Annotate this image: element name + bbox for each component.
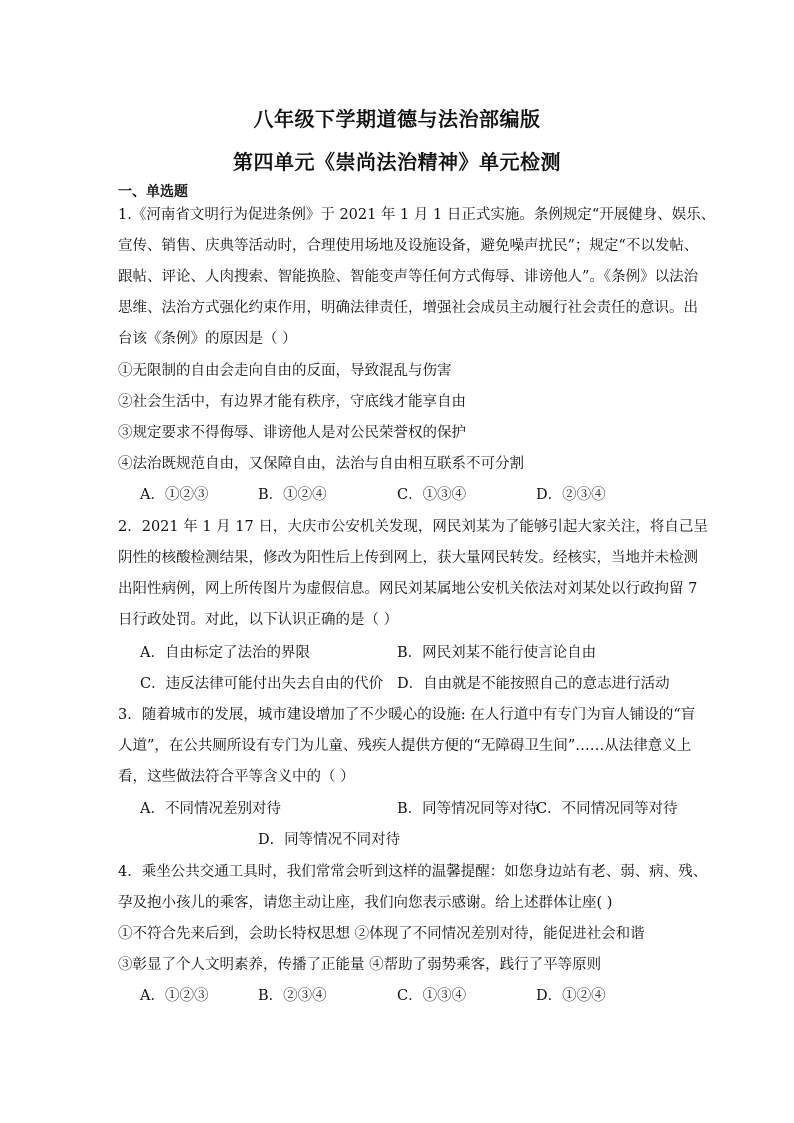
question-3-line: 3．随着城市的发展，城市建设增加了不少暖心的设施: 在人行道中有专门为盲人铺设的“盲 [118, 707, 696, 723]
question-4-option-c[interactable]: C．①③④ [397, 988, 467, 1004]
question-1-statement: ④法治既规范自由，又保障自由，法治与自由相互联系不可分割 [118, 456, 524, 472]
question-4-option-a[interactable]: A．①②③ [140, 988, 209, 1004]
question-3-option-d[interactable]: D．同等情况不同对待 [258, 832, 401, 848]
question-2-line: 出阳性病例，网上所传图片为虚假信息。网民刘某属地公安机关依法对刘某处以行政拘留 7 [118, 581, 698, 597]
question-4-line: 4．乘坐公共交通工具时，我们常常会听到这样的温馨提醒：如您身边站有老、弱、病、残、 [118, 864, 708, 880]
question-1-line: 1.《河南省文明行为促进条例》于 2021 年 1 月 1 日正式实施。条例规定“开展健身、娱乐、 [118, 207, 716, 223]
question-1-statement: ③规定要求不得侮辱、诽谤他人是对公民荣誉权的保护 [118, 425, 466, 441]
question-2-option-b[interactable]: B．网民刘某不能行使言论自由 [397, 645, 597, 661]
question-4-statement: ①不符合先来后到，会助长特权思想 ②体现了不同情况差别对待，能促进社会和谐 [118, 926, 645, 942]
question-4-statement: ③彰显了个人文明素养，传播了正能量 ④帮助了弱势乘客，践行了平等原则 [118, 957, 602, 973]
question-1-line: 台该《条例》的原因是（ ） [118, 331, 297, 347]
document-subtitle: 第四单元《崇尚法治精神》单元检测 [233, 150, 561, 174]
question-1-statement: ②社会生活中，有边界才能有秩序，守底线才能享自由 [118, 394, 466, 410]
question-3-option-c[interactable]: C．不同情况同等对待 [536, 801, 678, 817]
question-1-option-a[interactable]: A．①②③ [140, 487, 209, 503]
question-1-statement: ①无限制的自由会走向自由的反面，导致混乱与伤害 [118, 363, 452, 379]
question-3-option-a[interactable]: A．不同情况差别对待 [140, 801, 281, 817]
question-2-line: 2．2021 年 1 月 17 日，大庆市公安机关发现，网民刘某为了能够引起大家关注，将自己呈 [118, 519, 708, 535]
document-title: 八年级下学期道德与法治部编版 [253, 107, 541, 131]
question-1-line: 跟帖、评论、人肉搜索、智能换脸、智能变声等任何方式侮辱、诽谤他人”。《条例》以法治 [118, 269, 699, 285]
question-2-line: 阴性的核酸检测结果，修改为阳性后上传到网上，获大量网民转发。经核实，当地并未检测 [118, 550, 698, 566]
question-3-option-b[interactable]: B．同等情况同等对待 [397, 801, 539, 817]
question-3-line: 人道”，在公共厕所设有专门为儿童、残疾人提供方便的“无障碍卫生间”……从法律意义上 [118, 738, 692, 754]
question-1-line: 宣传、销售、庆典等活动时，合理使用场地及设施设备，避免噪声扰民”；规定“不以发帖、 [118, 238, 699, 254]
question-2-line: 日行政处罚。对此，以下认识正确的是（ ） [118, 612, 399, 628]
section-heading: 一、单选题 [118, 184, 188, 200]
question-2-option-c[interactable]: C．违反法律可能付出失去自由的代价 [140, 676, 384, 692]
question-4-option-d[interactable]: D．①②④ [536, 988, 606, 1004]
question-2-option-a[interactable]: A．自由标定了法治的界限 [140, 645, 310, 661]
question-4-option-b[interactable]: B．②③④ [258, 988, 327, 1004]
question-1-option-b[interactable]: B．①②④ [258, 487, 327, 503]
question-1-option-c[interactable]: C．①③④ [397, 487, 467, 503]
question-2-option-d[interactable]: D．自由就是不能按照自己的意志进行活动 [397, 676, 670, 692]
question-3-line: 看，这些做法符合平等含义中的（ ） [118, 769, 355, 785]
question-1-option-d[interactable]: D．②③④ [536, 487, 606, 503]
question-1-line: 思维、法治方式强化约束作用，明确法律责任，增强社会成员主动履行社会责任的意识。出 [118, 300, 698, 316]
question-4-line: 孕及抱小孩儿的乘客，请您主动让座，我们向您表示感谢。给上述群体让座( ) [118, 895, 613, 911]
